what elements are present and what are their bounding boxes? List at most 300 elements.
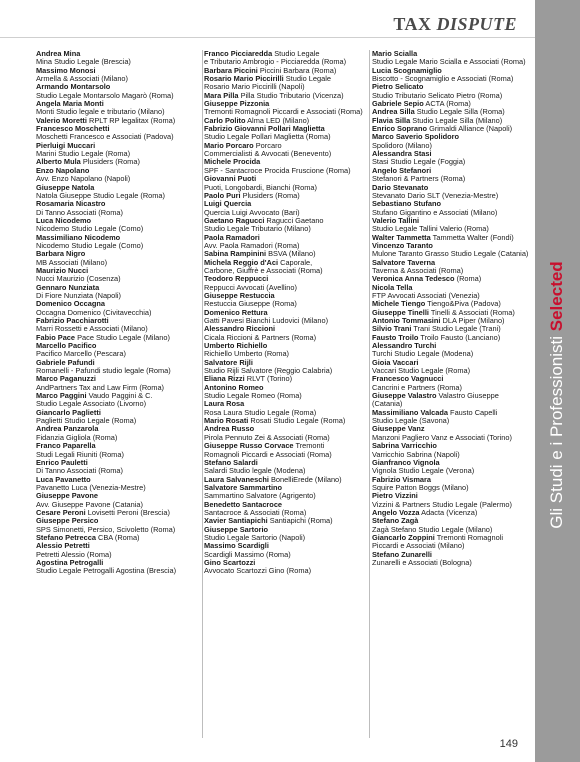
lawyer-name: Andrea Russo bbox=[204, 424, 255, 434]
firm-name: Tinelli & Associati (Roma) bbox=[428, 307, 515, 317]
lawyer-name: Valerio Tallini bbox=[372, 215, 420, 225]
directory-entry bbox=[36, 250, 201, 267]
lawyer-name: Pietro Vizzini bbox=[372, 491, 418, 501]
firm-name: Turchi Studio Legale (Modena) bbox=[372, 349, 474, 359]
firm-name: Avv. Giuseppe Pavone (Catania) bbox=[36, 499, 143, 509]
firm-name: Natola Giuseppe Studio Legale (Roma) bbox=[36, 190, 166, 200]
lawyer-name: Rosario Mario Piccirilli bbox=[204, 74, 284, 84]
lawyer-name: Giuseppe Persico bbox=[36, 516, 99, 526]
lawyer-name: Giuseppe Vanz bbox=[372, 424, 425, 434]
firm-name: Studio Legale Mario Scialla e Associati (Roma) bbox=[372, 57, 526, 67]
firm-name: Fidanzia Gigliola (Roma) bbox=[36, 432, 118, 442]
firm-name: Squire Patton Boggs (Milano) bbox=[372, 482, 469, 492]
firm-name: Ragucci Gaetano bbox=[264, 215, 324, 225]
lawyer-name: Francesco Vagnucci bbox=[372, 374, 444, 384]
directory-entry bbox=[204, 542, 368, 559]
firm-name: Tiengo&Piva (Padova) bbox=[425, 299, 501, 309]
firm-name: Commercialisti & Avvocati (Benevento) bbox=[204, 149, 332, 159]
lawyer-name: Andrea Panzarola bbox=[36, 424, 99, 434]
directory-entry bbox=[36, 442, 201, 459]
directory-entry bbox=[372, 184, 532, 201]
lawyer-name: Fabrizio Giovanni Pollari Maglietta bbox=[204, 124, 325, 134]
firm-name: Studio Legale Tallini Valerio (Roma) bbox=[372, 224, 489, 234]
lawyer-name: Antonio Tommasini bbox=[372, 316, 441, 325]
directory-entry bbox=[204, 200, 368, 217]
lawyer-name: Giuseppe Tinelli bbox=[372, 307, 429, 317]
lawyer-name: Enzo Napolano bbox=[36, 165, 90, 175]
directory-entry bbox=[372, 242, 532, 259]
lawyer-name: Giuseppe Russo Corvace bbox=[204, 441, 294, 451]
directory-entry bbox=[204, 125, 368, 142]
firm-name: Studio Legale Silla (Milano) bbox=[410, 115, 503, 125]
lawyer-name: Eliana Rizzi bbox=[204, 374, 245, 384]
lawyer-name: Stefano Zunarelli bbox=[372, 549, 432, 559]
lawyer-name: Armando Montarsolo bbox=[36, 82, 111, 92]
lawyer-name: Barbara Piccini bbox=[204, 65, 258, 75]
firm-name: Studio Legale Pollari Maglietta (Roma) bbox=[204, 132, 331, 142]
firm-name: Tremonti Romagnoli bbox=[434, 532, 504, 542]
lawyer-name: Laura Rosa bbox=[204, 399, 245, 409]
section-title bbox=[393, 14, 517, 35]
directory-entry bbox=[204, 501, 368, 518]
directory-entry bbox=[372, 375, 532, 392]
directory-entry bbox=[372, 217, 532, 234]
directory-entry bbox=[36, 542, 201, 559]
firm-name: Studio Legale bbox=[283, 74, 331, 84]
lawyer-name: Enrico Pauletti bbox=[36, 457, 88, 467]
lawyer-name: Gianfranco Vignola bbox=[372, 457, 440, 467]
firm-name: Studio Legale Sartorio (Napoli) bbox=[204, 532, 306, 542]
firm-name: Studio Legale Petrogalli Agostina (Brescia) bbox=[36, 566, 177, 576]
lawyer-name: Alessandra Stasi bbox=[372, 149, 432, 159]
directory-entry bbox=[36, 375, 201, 392]
lawyer-name: Sabrina Varricchio bbox=[372, 441, 437, 451]
directory-entry bbox=[204, 400, 368, 417]
directory-entry bbox=[204, 142, 368, 159]
directory-entry bbox=[36, 100, 201, 117]
firm-name: Studio Legale Romeo (Roma) bbox=[204, 391, 302, 401]
lawyer-name: Gennaro Nunziata bbox=[36, 282, 100, 292]
lawyer-name: Franco Picciaredda bbox=[204, 50, 273, 58]
lawyer-name: Massimo Scardigli bbox=[204, 541, 269, 551]
lawyer-name: Nicola Tella bbox=[372, 282, 413, 292]
lawyer-name: Mario Rosati bbox=[204, 416, 249, 426]
side-heading bbox=[547, 261, 567, 528]
firm-name: Nicodemo Studio Legale (Como) bbox=[36, 224, 144, 234]
directory-entry bbox=[372, 425, 532, 442]
lawyer-name: Flavia Silla bbox=[372, 115, 411, 125]
firm-name: Studio Legale Montarsolo Magarò (Roma) bbox=[36, 90, 174, 100]
firm-name: Studio Tributario Selicato Pietro (Roma) bbox=[372, 90, 503, 100]
firm-name: Stasi Studio Legale (Foggia) bbox=[372, 157, 466, 167]
firm-name: Santacroce & Associati (Roma) bbox=[204, 507, 307, 517]
firm-name: Studio Legale Tributario (Milano) bbox=[204, 224, 311, 234]
side-heading-text: Gli Studi e i Professionisti bbox=[547, 331, 566, 529]
firm-name: DLA Piper (Milano) bbox=[440, 316, 505, 325]
firm-name: Varricchio Sabrina (Napoli) bbox=[372, 449, 460, 459]
lawyer-name: Domenico Occagna bbox=[36, 299, 105, 309]
directory-entry bbox=[372, 517, 532, 534]
firm-name: Vaccari Studio Legale (Roma) bbox=[372, 366, 471, 376]
lawyer-name: Fabio Pace bbox=[36, 332, 76, 342]
directory-entry bbox=[372, 167, 532, 184]
lawyer-name: Salvatore Sammartino bbox=[204, 482, 283, 492]
lawyer-name: Alberto Mula bbox=[36, 157, 81, 167]
firm-name: Quercia Luigi Avvocato (Bari) bbox=[204, 207, 300, 217]
firm-name: Avvocato Scartozzi Gino (Roma) bbox=[204, 566, 312, 576]
directory-entry bbox=[204, 100, 368, 117]
firm-name: Biscotto - Scognamiglio e Associati (Roma) bbox=[372, 74, 514, 84]
directory-entry bbox=[36, 67, 201, 84]
directory-entry bbox=[36, 217, 201, 234]
lawyer-name: Dario Stevanato bbox=[372, 182, 429, 192]
directory-entry bbox=[204, 459, 368, 476]
firm-name: Restuccia Giuseppe (Roma) bbox=[204, 299, 297, 309]
firm-name: Studio Legale Silla (Roma) bbox=[414, 107, 505, 117]
firm-name: Valastro Giuseppe bbox=[436, 391, 499, 401]
directory-entry bbox=[204, 442, 368, 459]
firm-name: BSVA (Milano) bbox=[266, 249, 316, 259]
lawyer-name: Marco Paganuzzi bbox=[36, 374, 96, 384]
firm-name: Marri Rossetti e Associati (Milano) bbox=[36, 324, 148, 334]
lawyer-name: Franco Paparella bbox=[36, 441, 96, 451]
firm-name: (Catania) bbox=[372, 399, 403, 409]
page-header bbox=[0, 0, 535, 38]
directory-entry bbox=[36, 200, 201, 217]
section-title-accent: DISPUTE bbox=[436, 14, 517, 34]
directory-entry bbox=[204, 259, 368, 276]
directory-entry bbox=[372, 200, 532, 217]
firm-name: Rosati Studio Legale (Roma) bbox=[248, 416, 346, 426]
firm-name: SPF - Santacroce Procida Fruscione (Roma) bbox=[204, 165, 351, 175]
lawyer-name: Gabriele Sepio bbox=[372, 99, 424, 109]
directory-entry bbox=[36, 409, 201, 426]
firm-name: Porcaro bbox=[253, 140, 282, 150]
firm-name: ACTA (Roma) bbox=[423, 99, 471, 109]
directory-entry bbox=[36, 184, 201, 201]
firm-name: Rosa Laura Studio Legale (Roma) bbox=[204, 407, 317, 417]
firm-name: Salardi Studio legale (Modena) bbox=[204, 466, 306, 476]
firm-name: MB Associati (Milano) bbox=[36, 257, 108, 267]
directory-entry bbox=[36, 83, 201, 100]
directory-entry bbox=[204, 50, 368, 67]
firm-name: Stefanori & Partners (Roma) bbox=[372, 174, 466, 184]
directory-entry bbox=[36, 50, 201, 67]
directory-entry bbox=[204, 342, 368, 359]
lawyer-name: Carlo Polito bbox=[204, 115, 246, 125]
lawyer-name: Angela Maria Monti bbox=[36, 99, 104, 109]
firm-name: Gatti Pavesi Bianchi Ludovici (Milano) bbox=[204, 316, 329, 325]
directory-entry bbox=[204, 359, 368, 376]
firm-name: Caporale, bbox=[278, 257, 313, 267]
lawyer-name: Rosamaria Nicastro bbox=[36, 199, 106, 209]
firm-name: Monti Studio legale e tributario (Milano) bbox=[36, 107, 165, 117]
directory-entry bbox=[204, 158, 368, 175]
firm-name: Vignola Studio Legale (Verona) bbox=[372, 466, 475, 476]
firm-name: CBA (Roma) bbox=[95, 532, 140, 542]
firm-name: Paglietti Studio Legale (Roma) bbox=[36, 416, 137, 426]
firm-name: Fausto Capelli bbox=[448, 407, 498, 417]
directory-entry bbox=[36, 342, 201, 359]
lawyer-name: Silvio Trani bbox=[372, 324, 412, 334]
firm-name: Trani Studio Legale (Trani) bbox=[411, 324, 501, 334]
directory-entry bbox=[372, 476, 532, 493]
directory-entry bbox=[36, 392, 201, 409]
lawyer-name: Luca Pavanetto bbox=[36, 474, 91, 484]
directory-entry bbox=[204, 175, 368, 192]
firm-name: Romanelli - Pafundi studio legale (Roma) bbox=[36, 366, 171, 376]
firm-name: Studio Legale bbox=[272, 50, 320, 58]
directory-entry bbox=[372, 551, 532, 568]
firm-name: Mina Studio Legale (Brescia) bbox=[36, 57, 131, 67]
directory-entry bbox=[36, 492, 201, 509]
header-rule bbox=[0, 37, 535, 38]
directory-entry bbox=[36, 234, 201, 251]
directory-entry bbox=[372, 409, 532, 426]
directory-column-2 bbox=[204, 50, 368, 738]
firm-name: Pirola Pennuto Zei & Associati (Roma) bbox=[204, 432, 330, 442]
lawyer-name: Vincenzo Taranto bbox=[372, 240, 433, 250]
directory-entry bbox=[36, 459, 201, 476]
firm-name: Vizzini & Partners Studio Legale (Palermo) bbox=[372, 499, 512, 509]
directory-entry bbox=[36, 317, 201, 334]
firm-name: Sammartino Salvatore (Agrigento) bbox=[204, 491, 316, 501]
lawyer-name: Mario Porcaro bbox=[204, 140, 254, 150]
lawyer-name: Domenico Rettura bbox=[204, 307, 268, 317]
lawyer-name: Sebastiano Stufano bbox=[372, 199, 441, 209]
firm-name: FTP Avvocati Associati (Venezia) bbox=[372, 290, 480, 300]
firm-name: Mulone Taranto Grasso Studio Legale (Catania) bbox=[372, 249, 529, 259]
directory-entry bbox=[36, 142, 201, 159]
firm-name: Spolidoro (Milano) bbox=[372, 140, 432, 150]
firm-name: Reppucci Avvocati (Avellino) bbox=[204, 282, 297, 292]
directory-entry bbox=[204, 526, 368, 543]
lawyer-name: Giuseppe Sartorio bbox=[204, 524, 269, 534]
directory-entry bbox=[204, 292, 368, 309]
firm-name: Pavanetto Luca (Venezia-Mestre) bbox=[36, 482, 146, 492]
lawyer-name: Marcello Pacifico bbox=[36, 341, 97, 351]
directory-entry bbox=[204, 75, 368, 92]
directory-column-3 bbox=[372, 50, 532, 738]
firm-name: Plusiders (Roma) bbox=[240, 190, 300, 200]
directory-entry bbox=[204, 234, 368, 251]
lawyer-name: Giovanni Puoti bbox=[204, 174, 257, 184]
firm-name: Marini Studio Legale (Roma) bbox=[36, 149, 131, 159]
firm-name: AndPartners Tax and Law Firm (Roma) bbox=[36, 382, 165, 392]
directory-entry bbox=[36, 267, 201, 284]
lawyer-name: Giuseppe Natola bbox=[36, 182, 95, 192]
firm-name: Lovisetti Peroni (Brescia) bbox=[85, 507, 170, 517]
directory-entry bbox=[372, 459, 532, 476]
side-heading-accent: Selected bbox=[547, 261, 566, 332]
firm-name: Occagna Domenico (Civitavecchia) bbox=[36, 307, 152, 317]
lawyer-name: Lucia Scognamiglio bbox=[372, 65, 442, 75]
directory-entry bbox=[204, 559, 368, 576]
firm-name: Manzoni Pagliero Vanz e Associati (Torino) bbox=[372, 432, 512, 442]
firm-name: Moschetti Francesco e Associati (Padova) bbox=[36, 132, 174, 142]
firm-name: Cicala Riccioni & Partners (Roma) bbox=[204, 332, 317, 342]
lawyer-name: Giancarlo Zoppini bbox=[372, 532, 435, 542]
firm-name: Troilo Fausto (Lanciano) bbox=[418, 332, 501, 342]
firm-name: Tremonti bbox=[293, 441, 325, 451]
lawyer-name: Paolo Puri bbox=[204, 190, 241, 200]
lawyer-name: Michele Tiengo bbox=[372, 299, 426, 309]
lawyer-name: Laura Salvaneschi bbox=[204, 474, 269, 484]
lawyer-name: Sabina Rampinini bbox=[204, 249, 267, 259]
firm-name: Scardigli Massimo (Roma) bbox=[204, 549, 291, 559]
firm-name: Tremonti Romagnoli Piccardi e Associati (Roma) bbox=[204, 107, 363, 117]
lawyer-name: Mara Pilla bbox=[204, 90, 239, 100]
directory-entry bbox=[372, 492, 532, 509]
lawyer-name: Pietro Selicato bbox=[372, 82, 424, 92]
firm-name: Grimaldi Alliance (Napoli) bbox=[427, 124, 513, 134]
firm-name: Richiello Umberto (Roma) bbox=[204, 349, 290, 359]
firm-name: Piccini Barbara (Roma) bbox=[257, 65, 337, 75]
firm-name: Stufano Gigantino e Associati (Milano) bbox=[372, 207, 498, 217]
lawyer-name: Cesare Peroni bbox=[36, 507, 86, 517]
firm-name: Stevanato Dario SLT (Venezia-Mestre) bbox=[372, 190, 499, 200]
lawyer-name: Michele Procida bbox=[204, 157, 261, 167]
firm-name: Di Fiore Nunziata (Napoli) bbox=[36, 290, 122, 300]
lawyer-name: Valerio Moretti bbox=[36, 115, 87, 125]
firm-name: BonelliErede (Milano) bbox=[268, 474, 342, 484]
lawyer-name: Mario Scialla bbox=[372, 50, 418, 58]
lawyer-name: Marco Saverio Spolidoro bbox=[372, 132, 460, 142]
firm-name: Alma LED (Milano) bbox=[245, 115, 310, 125]
lawyer-name: Stefano Petrecca bbox=[36, 532, 96, 542]
directory-entry bbox=[204, 309, 368, 326]
firm-name: Taverna & Associati (Roma) bbox=[372, 265, 464, 275]
firm-name: Pacifico Marcello (Pescara) bbox=[36, 349, 126, 359]
directory-entry bbox=[36, 517, 201, 534]
firm-name: Tammetta Walter (Fondi) bbox=[430, 232, 514, 242]
directory-entry bbox=[204, 217, 368, 234]
firm-name: Studi Legali Riuniti (Roma) bbox=[36, 449, 124, 459]
directory-entry bbox=[36, 125, 201, 142]
lawyer-name: Michela Reggio d'Aci bbox=[204, 257, 279, 267]
firm-name: Romagnoli Piccardi e Associati (Roma) bbox=[204, 449, 332, 459]
directory-entry bbox=[372, 392, 532, 409]
directory-entry bbox=[372, 83, 532, 100]
lawyer-name: Stefano Zagà bbox=[372, 516, 419, 526]
lawyer-name: Salvatore Taverna bbox=[372, 257, 436, 267]
lawyer-name: Gioia Vaccari bbox=[372, 357, 419, 367]
lawyer-name: Gabriele Pafundi bbox=[36, 357, 95, 367]
section-title-main: TAX bbox=[393, 14, 437, 34]
firm-name: Adacta (Vicenza) bbox=[419, 507, 478, 517]
firm-name: Pilla Studio Tributario (Vicenza) bbox=[238, 90, 344, 100]
lawyer-name: Massimiliano Nicodemo bbox=[36, 232, 121, 242]
directory-entry bbox=[372, 442, 532, 459]
lawyer-name: Massimo Monosi bbox=[36, 65, 96, 75]
directory-entry bbox=[372, 150, 532, 167]
lawyer-name: Francesco Moschetti bbox=[36, 124, 110, 134]
lawyer-name: Giuseppe Restuccia bbox=[204, 290, 275, 300]
directory-entry bbox=[204, 325, 368, 342]
firm-name: Nicodemo Studio Legale (Como) bbox=[36, 240, 144, 250]
lawyer-name: Stefano Salardi bbox=[204, 457, 258, 467]
lawyer-name: Giancarlo Paglietti bbox=[36, 407, 101, 417]
lawyer-name: Alessandro Riccioni bbox=[204, 324, 276, 334]
firm-name: Avv. Enzo Napolano (Napoli) bbox=[36, 174, 131, 184]
firm-name: Nucci Maurizio (Cosenza) bbox=[36, 274, 121, 284]
firm-name: RPLT RP legalitax (Roma) bbox=[86, 115, 176, 125]
lawyer-name: Andrea Silla bbox=[372, 107, 415, 117]
lawyer-name: Xavier Santiapichi bbox=[204, 516, 268, 526]
directory-entry bbox=[204, 425, 368, 442]
directory-entry bbox=[372, 342, 532, 359]
lawyer-name: Fausto Troilo bbox=[372, 332, 419, 342]
lawyer-name: Maurizio Nucci bbox=[36, 265, 89, 275]
directory-entry bbox=[36, 300, 201, 317]
firm-name: Vaudo Paggini & C. bbox=[86, 391, 153, 401]
firm-name: Zunarelli e Associati (Bologna) bbox=[372, 557, 472, 567]
directory-entry bbox=[204, 275, 368, 292]
directory-entry bbox=[372, 534, 532, 551]
lawyer-name: Gaetano Ragucci bbox=[204, 215, 265, 225]
firm-name: Armella & Associati (Milano) bbox=[36, 74, 128, 84]
page-number: 149 bbox=[499, 738, 518, 750]
firm-name: Puoti, Longobardi, Bianchi (Roma) bbox=[204, 182, 317, 192]
firm-name: Studio Rijli Salvatore (Reggio Calabria) bbox=[204, 366, 333, 376]
directory-entry bbox=[372, 67, 532, 84]
lawyer-name: Paola Ramadori bbox=[204, 232, 260, 242]
lawyer-name: Walter Tammetta bbox=[372, 232, 431, 242]
directory-entry bbox=[204, 484, 368, 501]
directory-entry bbox=[36, 559, 201, 576]
firm-name: e Tributario Ambrogio - Picciaredda (Roma) bbox=[204, 57, 347, 67]
lawyer-name: Giuseppe Valastro bbox=[372, 391, 437, 401]
lawyer-name: Massimiliano Valcada bbox=[372, 407, 448, 417]
lawyer-name: Angelo Stefanori bbox=[372, 165, 432, 175]
firm-name: Cancrini e Partners (Roma) bbox=[372, 382, 462, 392]
directory-column-1 bbox=[36, 50, 201, 738]
firm-name: Avv. Paola Ramadori (Roma) bbox=[204, 240, 300, 250]
lawyer-name: Agostina Petrogalli bbox=[36, 557, 104, 567]
firm-name: Piccardi e Associati (Milano) bbox=[372, 541, 465, 551]
lawyer-name: Enrico Soprano bbox=[372, 124, 428, 134]
directory-entry bbox=[372, 50, 532, 67]
directory-entry bbox=[372, 359, 532, 376]
lawyer-name: Teodoro Reppucci bbox=[204, 274, 269, 284]
firm-name: SPS Simonetti, Persico, Scivoletto (Roma) bbox=[36, 524, 176, 534]
lawyer-name: Giuseppe Pavone bbox=[36, 491, 99, 501]
directory-entry bbox=[36, 476, 201, 493]
directory-entry bbox=[372, 284, 532, 301]
lawyer-name: Luigi Quercia bbox=[204, 199, 252, 209]
lawyer-name: Angelo Vozza bbox=[372, 507, 420, 517]
directory-entry bbox=[204, 384, 368, 401]
lawyer-name: Alessandro Turchi bbox=[372, 341, 437, 351]
lawyer-name: Andrea Mina bbox=[36, 50, 81, 58]
lawyer-name: Benedetto Santacroce bbox=[204, 499, 283, 509]
lawyer-name: Marco Paggini bbox=[36, 391, 87, 401]
directory-entry bbox=[372, 133, 532, 150]
firm-name: Zagà Stefano Studio Legale (Milano) bbox=[372, 524, 493, 534]
firm-name: Plusiders (Roma) bbox=[80, 157, 140, 167]
directory-entry bbox=[36, 167, 201, 184]
lawyer-name: Alessio Petretti bbox=[36, 541, 90, 551]
lawyer-name: Pierluigi Muccari bbox=[36, 140, 96, 150]
firm-name: (Roma) bbox=[454, 274, 482, 284]
lawyer-name: Veronica Anna Tedesco bbox=[372, 274, 455, 284]
firm-name: RLVT (Torino) bbox=[244, 374, 293, 384]
lawyer-name: Fabrizio Vismara bbox=[372, 474, 432, 484]
firm-name: Rosario Mario Piccirilli (Napoli) bbox=[204, 82, 305, 92]
firm-name: Studio Legale (Savona) bbox=[372, 416, 450, 426]
directory-entry bbox=[36, 359, 201, 376]
firm-name: Santiapichi (Roma) bbox=[267, 516, 333, 526]
